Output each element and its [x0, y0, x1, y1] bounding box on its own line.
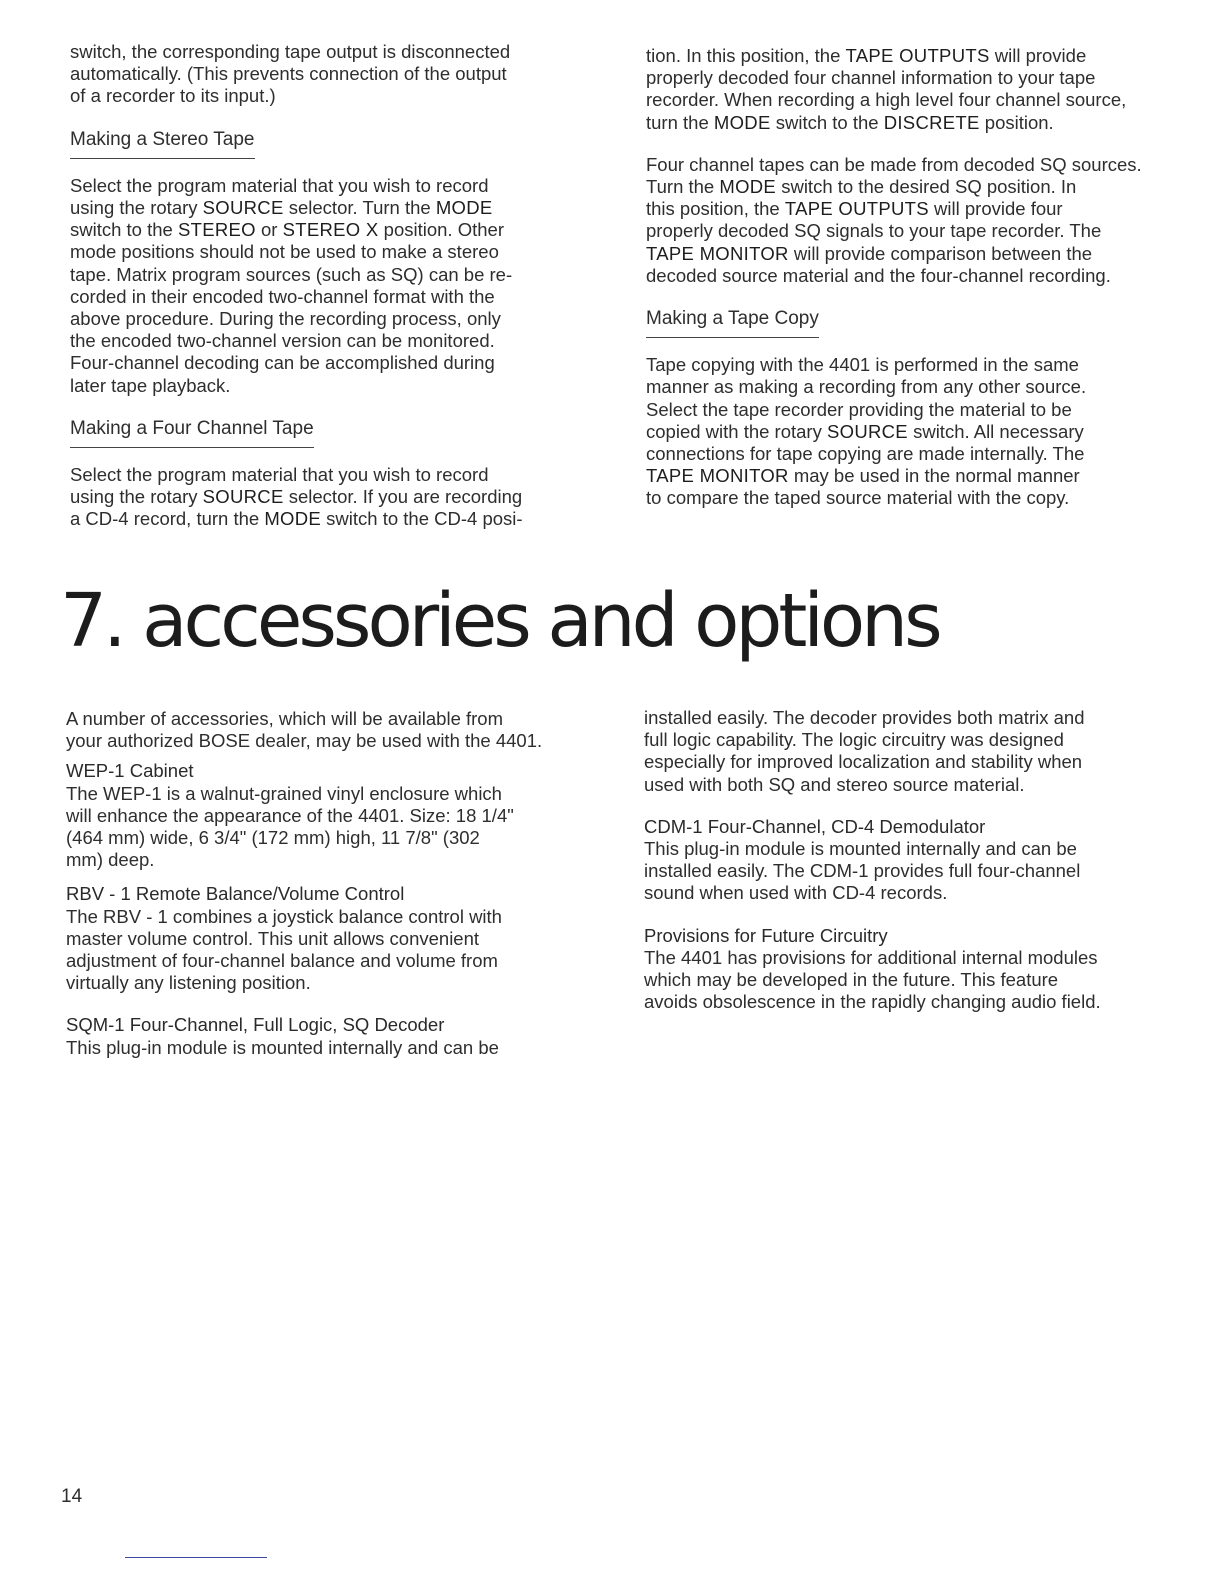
intro-continuation: [70, 41, 630, 108]
text-line: sound when used with CD-4 records.: [644, 882, 948, 904]
text-line: Turn the MODE switch to the desired SQ position. In: [646, 176, 1077, 198]
text-line: Four channel tapes can be made from decoded SQ sources.: [646, 153, 1142, 175]
text-line: This plug-in module is mounted internally and can be: [644, 838, 1077, 860]
text-line: Four-channel decoding can be accomplished during: [70, 352, 495, 374]
text-line: avoids obsolescence in the rapidly changing audio field.: [644, 991, 1101, 1013]
stereo-tape-body: [70, 175, 630, 397]
text-line: above procedure. During the recording process, only: [70, 308, 501, 330]
text-line: a CD-4 record, turn the MODE switch to the CD-4 posi-: [70, 508, 523, 530]
text-line: your authorized BOSE dealer, may be used with the 4401.: [66, 730, 543, 752]
future-circuitry-title: Provisions for Future Circuitry: [644, 924, 888, 946]
accessories-intro: [66, 708, 626, 752]
text-line: copied with the rotary SOURCE switch. All necessary: [646, 420, 1084, 442]
text-line: properly decoded SQ signals to your tape recorder. The: [646, 220, 1102, 242]
text-line: later tape playback.: [70, 374, 231, 396]
footer-rule: [125, 1557, 267, 1558]
text-line: tion. In this position, the TAPE OUTPUTS will provide: [646, 45, 1087, 66]
text-line: connections for tape copying are made internally. The: [646, 443, 1085, 465]
text-line: Select the tape recorder providing the material to be: [646, 398, 1072, 420]
heading-making-stereo-tape: Making a Stereo Tape: [70, 129, 255, 159]
text-line: Select the program material that you wish to record: [70, 464, 489, 486]
text-line: recorder. When recording a high level four channel source,: [646, 89, 1127, 111]
text-line: will enhance the appearance of the 4401. Size: 18 1/4": [66, 804, 514, 826]
text-line: TAPE MONITOR will provide comparison between the: [646, 242, 1093, 264]
text-line: especially for improved localization and stability when: [644, 751, 1083, 773]
wep-1-body: [66, 783, 626, 872]
text-line: The WEP-1 is a walnut-grained vinyl enclosure which: [66, 782, 502, 804]
lower-left-column: [66, 708, 626, 1059]
text-line: master volume control. This unit allows convenient: [66, 927, 480, 949]
lower-right-column: [644, 707, 1204, 1013]
text-line: The RBV - 1 combines a joystick balance control with: [66, 905, 502, 927]
text-line: using the rotary SOURCE selector. Turn the MODE: [70, 197, 493, 219]
text-line: Select the program material that you wish to record: [70, 174, 489, 196]
text-line: corded in their encoded two-channel format with the: [70, 285, 495, 307]
text-line: adjustment of four-channel balance and volume from: [66, 950, 498, 972]
text-line: installed easily. The CDM-1 provides full four-channel: [644, 860, 1081, 882]
wep-1-title: WEP-1 Cabinet: [66, 760, 194, 782]
text-line: mm) deep.: [66, 849, 155, 871]
text-line: installed easily. The decoder provides both matrix and: [644, 707, 1085, 728]
upper-right-column: [646, 45, 1206, 510]
text-line: turn the MODE switch to the DISCRETE position.: [646, 111, 1054, 133]
sq-sources-body: [646, 154, 1206, 287]
future-circuitry-body: [644, 947, 1204, 1014]
upper-left-column: [70, 41, 630, 531]
text-line: mode positions should not be used to make a stereo: [70, 241, 499, 263]
text-line: virtually any listening position.: [66, 972, 311, 994]
rbv-1-title: RBV - 1 Remote Balance/Volume Control: [66, 883, 405, 905]
cdm-1-body: [644, 838, 1204, 905]
page-number: 14: [61, 1486, 83, 1507]
text-line: A number of accessories, which will be available from: [66, 708, 503, 729]
text-line: TAPE MONITOR may be used in the normal manner: [646, 465, 1080, 487]
sqm-1-title: SQM-1 Four-Channel, Full Logic, SQ Decoder: [66, 1014, 445, 1036]
text-line: properly decoded four channel information to your tape: [646, 67, 1096, 89]
text-line: The 4401 has provisions for additional internal modules: [644, 946, 1098, 968]
heading-making-tape-copy: Making a Tape Copy: [646, 308, 819, 338]
text-line: the encoded two-channel version can be monitored.: [70, 330, 495, 352]
text-line: to compare the taped source material with the copy.: [646, 487, 1070, 509]
text-line: used with both SQ and stereo source material.: [644, 773, 1025, 795]
text-line: switch, the corresponding tape output is disconnected: [70, 41, 511, 62]
text-line: full logic capability. The logic circuitry was designed: [644, 729, 1064, 751]
text-line: of a recorder to its input.): [70, 85, 276, 107]
four-channel-continuation: [646, 45, 1206, 134]
text-line: which may be developed in the future. This feature: [644, 969, 1059, 991]
heading-making-four-channel-tape: Making a Four Channel Tape: [70, 418, 314, 448]
four-channel-tape-body: [70, 464, 630, 531]
text-line: tape. Matrix program sources (such as SQ) can be re-: [70, 263, 513, 285]
text-line: manner as making a recording from any other source.: [646, 376, 1087, 398]
tape-copy-body: [646, 354, 1206, 509]
sqm-1-body: [66, 1037, 626, 1059]
cdm-1-title: CDM-1 Four-Channel, CD-4 Demodulator: [644, 815, 986, 837]
text-line: Tape copying with the 4401 is performed in the same: [646, 354, 1079, 376]
text-line: automatically. (This prevents connection of the output: [70, 63, 507, 85]
text-line: decoded source material and the four-channel recording.: [646, 264, 1111, 286]
rbv-1-body: [66, 906, 626, 995]
text-line: using the rotary SOURCE selector. If you are recording: [70, 486, 523, 508]
text-line: This plug-in module is mounted internally and can be: [66, 1036, 499, 1058]
section-title: 7. accessories and options: [60, 578, 939, 664]
text-line: this position, the TAPE OUTPUTS will provide four: [646, 198, 1063, 220]
text-line: (464 mm) wide, 6 3/4" (172 mm) high, 11 7/8" (302: [66, 827, 480, 849]
sqm-1-continuation: [644, 707, 1204, 796]
text-line: switch to the STEREO or STEREO X position. Other: [70, 219, 504, 241]
